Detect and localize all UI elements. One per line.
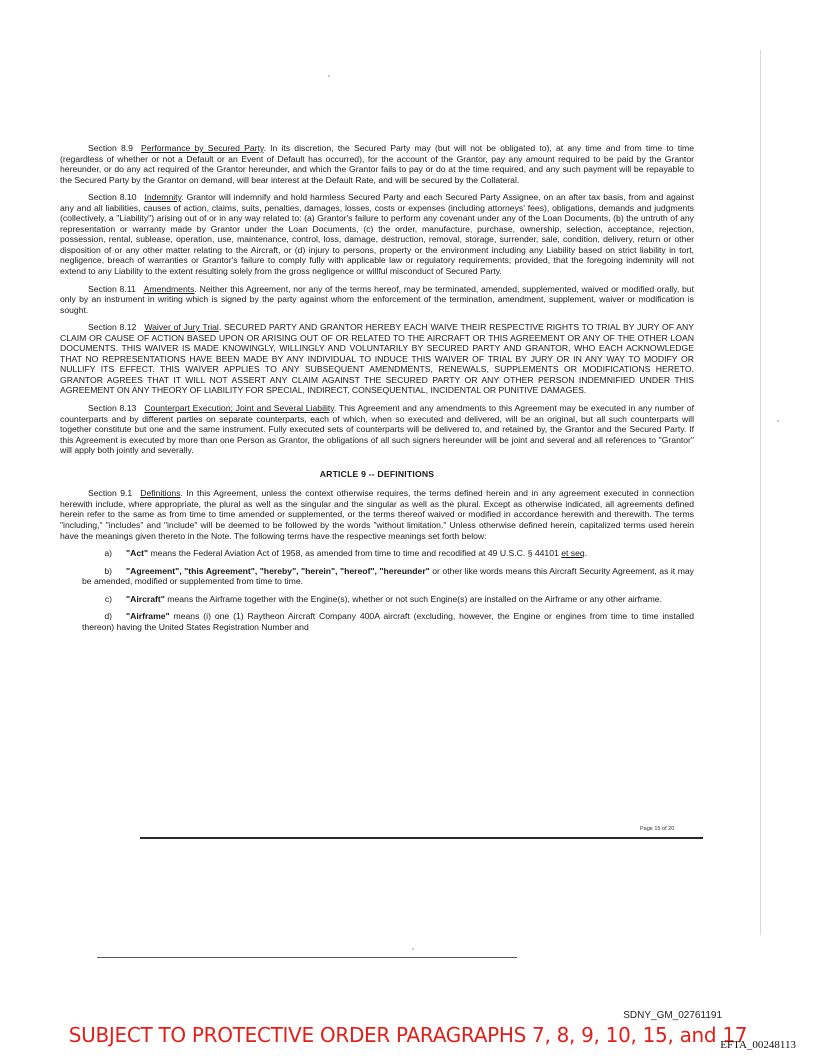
section-number: Section 8.10 [88,192,137,203]
definition-latin: et seq [561,548,585,559]
section-heading: Definitions [140,488,181,499]
scan-speck [328,75,330,77]
section-8-10 [60,192,694,276]
section-text: . Grantor will indemnify and hold harmless Secured Party and each Secured Party Assignee, on an after tax basis, from and against any and all liabilities, causes of action, claims, suits, penalties, damages, losses, costs or expenses (including attorneys' fees), obligations, demands and judgments (collectively, a "Liability") arising out of or in any way related to: (a) Grantor's failure to perform any covenant under any of the Loan Documents, (b) the untruth of any representation or warranty made by Grantor under the Loan Documents, (c) the order, manufacture, purchase, ownership, selection, acceptance, rejection, possession, rental, sublease, operation, use, maintenance, control, loss, damage, destruction, removal, storage, surrender, sale, condition, delivery, return or other disposition of or any other matter relating to the Aircraft, or (d) injury to persons, property or the environment including any Liability based on strict liability in tort, negligence, breach of warranties or Grantor's failure to comply fully with applicable law or regulatory requirements; provided, that the foregoing indemnity will not extend to any Liability to the extent resulting solely from the gross negligence or willful misconduct of Secured Party. [60,192,695,277]
section-text: . In its discretion, the Secured Party may (but will not be obligated to), at any time and from time to time (regardless of whether or not a Default or an Event of Default has occurred), for the account of the Grantor, pay any amount required to be paid by the Grantor hereunder, or do any act required of the Grantor hereunder, and which the Grantor fails to pay or do at the time required, and any such payment will be repayable to the Secured Party by the Grantor on demand, will bear interest at the Default Rate, and will be secured by the Collateral. [60,143,694,185]
section-8-9 [60,143,694,185]
section-heading: Counterpart Execution; Joint and Several Liability [144,403,334,414]
definition-letter: a) [104,548,112,559]
definition-tail: . [584,548,588,559]
page-number: Page 15 of 20 [640,826,675,832]
section-heading: Waiver of Jury Trial [144,322,219,333]
section-heading: Amendments [143,283,195,294]
section-text: . SECURED PARTY AND GRANTOR HEREBY EACH WAIVE THEIR RESPECTIVE RIGHTS TO TRIAL BY JURY OF ANY CLAIM OR CAUSE OF ACTION BASED UPON OR ARISING OUT OF OR RELATED TO THE AIRCRAFT OR THIS AGREEMENT OR ANY OF THE OTHER LOAN DOCUMENTS. THIS WAIVER IS MADE KNOWINGLY, WILLINGLY AND VOLUNTARILY BY SECURED PARTY AND GRANTOR, WHO EACH ACKNOWLEDGE THAT NO REPRESENTATIONS HAVE BEEN MADE BY ANY INDIVIDUAL TO INDUCE THIS WAIVER OF TRIAL BY JURY OR IN ANY WAY TO MODIFY OR NULLIFY ITS EFFECT. THIS WAIVER APPLIES TO ANY SUBSEQUENT AMENDMENTS, RENEWALS, SUPPLEMENTS OR MODIFICATIONS HERETO. GRANTOR AGREES THAT IT WILL NOT ASSERT ANY CLAIM AGAINST THE SECURED PARTY OR ANY OTHER PERSON INDEMNIFIED UNDER THIS AGREEMENT ON ANY THEORY OF LIABILITY FOR SPECIAL, INDIRECT, CONSEQUENTIAL, INCIDENTAL OR PUNITIVE DAMAGES. [60,322,695,396]
efta-number: EFTA_00248113 [720,1039,796,1051]
section-8-12 [60,322,694,396]
definition-item [60,594,694,605]
definition-item [60,548,694,559]
section-number: Section 8.12 [88,322,137,333]
definition-text: means the Federal Aviation Act of 1958, as amended from time to time and recodified at 49 U.S.C. § 44101 [148,548,562,559]
definition-term: "Airframe" [126,611,170,622]
definition-term: "Agreement", "this Agreement", "hereby", "herein", "hereof", "hereunder" [126,565,430,576]
section-text: . Neither this Agreement, nor any of the terms hereof, may be terminated, amended, supplemented, waived or modified orally, but only by an instrument in writing which is signed by the party against whom the enforcement of the termination, amendment, supplement, waiver or modification is sought. [60,283,694,315]
scan-bottom-rule [97,957,517,958]
section-heading: Indemnity [144,192,182,203]
document-body [60,143,694,639]
definition-item [60,566,694,587]
definition-term: "Aircraft" [126,593,165,604]
section-number: Section 8.9 [88,143,133,153]
definition-term: "Act" [126,548,149,559]
definition-letter: b) [104,565,112,576]
section-heading: Performance by Secured Party [140,143,264,153]
section-text: . In this Agreement, unless the context otherwise requires, the terms defined herein and in any agreement executed in connection herewith include, where appropriate, the plural as well as the singular and the singular as well as the plural. Except as otherwise indicated, all agreements defined herein refer to the same as from time to time amended or supplemented, or the terms thereof waived or modified in accordance herewith and therewith. The terms "including," "includes" and "include" will be deemed to be followed by the words "without limitation." Unless otherwise defined herein, capitalized terms used herein have the meanings given thereto in the Note. The following terms have the respective meanings set forth below: [60,488,694,541]
section-8-11 [60,284,694,316]
bates-number: SDNY_GM_02761191 [623,1010,722,1021]
definition-text: means the Airframe together with the Engine(s), whether or not such Engine(s) are installed on the Airframe or any other airframe. [164,593,662,604]
definition-text: means (i) one (1) Raytheon Aircraft Company 400A aircraft (excluding, however, the Engine or engines from time to time installed thereon) having the United States Registration Number and [82,611,694,632]
definition-letter: d) [104,611,112,622]
section-number: Section 9.1 [88,488,133,499]
footer-rule [140,837,703,839]
protective-order-stamp: SUBJECT TO PROTECTIVE ORDER PARAGRAPHS 7, 8, 9, 10, 15, and 17 [68,1023,748,1047]
scan-speck [777,420,779,422]
article-heading: ARTICLE 9 -- DEFINITIONS [319,468,435,479]
scan-edge-line [760,50,761,935]
section-number: Section 8.13 [88,403,137,414]
section-9-1 [60,488,694,541]
scan-speck [412,948,414,950]
section-8-13 [60,403,694,456]
definition-text: or other like words means this Aircraft Security Agreement, as it may be amended, modified or supplemented from time to time. [82,565,694,587]
section-number: Section 8.11 [88,283,136,294]
definition-letter: c) [104,593,112,604]
definition-item [60,611,694,632]
section-text: . This Agreement and any amendments to this Agreement may be executed in any number of counterparts and by different parties on separate counterparts, each of which, when so executed and delivered, will be an original, but all such counterparts will together constitute but one and the same instrument. Fully executed sets of counterparts will be delivered to, and retained by, the Grantor and the Secured Party. If this Agreement is executed by more than one Person as Grantor, the obligations of all such signers hereunder will be joint and several and all references to "Grantor" will apply both jointly and severally. [60,403,694,456]
